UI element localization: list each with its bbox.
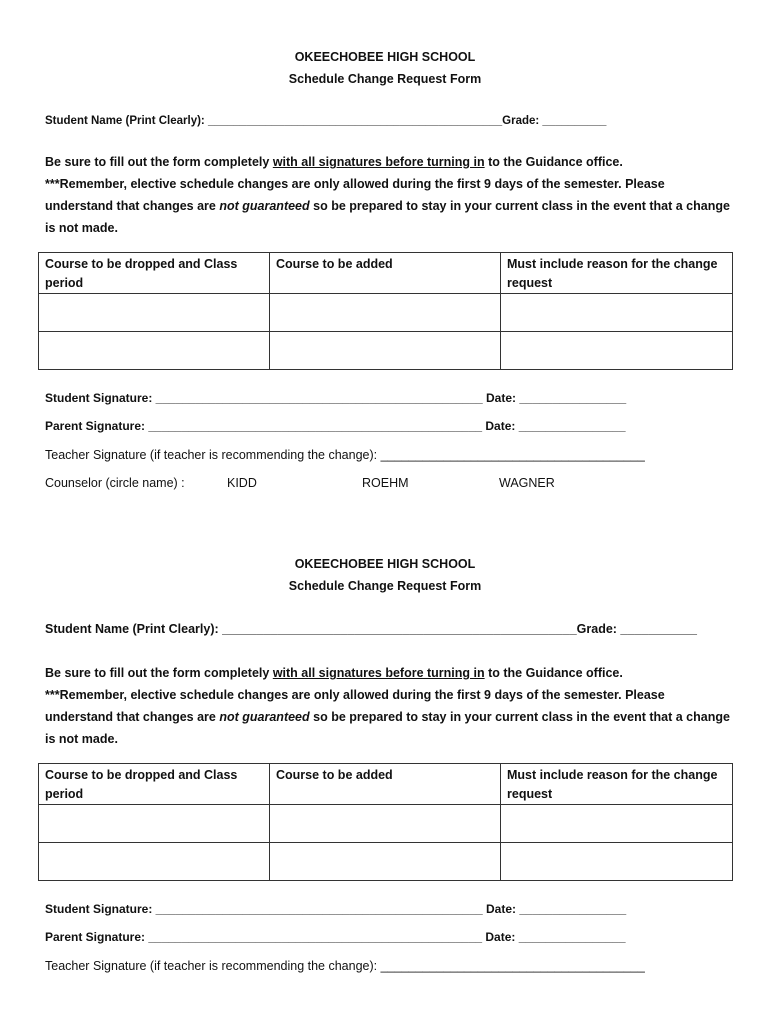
teacher-signature-field[interactable]: Teacher Signature (if teacher is recommending the change): ______________________________________ (45, 959, 645, 973)
counselor-option-roehm[interactable]: ROEHM (362, 476, 409, 490)
reminder-text: so be prepared to stay in your current class in the event that a change is not made. (45, 710, 730, 746)
instructions-text: Be sure to fill out the form completely (45, 666, 273, 680)
header-course-dropped: Course to be dropped and Class period (39, 253, 270, 294)
course-change-table (38, 763, 733, 881)
course-added-cell[interactable] (270, 805, 501, 843)
student-name-field[interactable]: Student Name (Print Clearly): ___________________________________________________Grade: ___________ (45, 622, 697, 636)
instructions-underlined: with all signatures before turning in (272, 666, 485, 680)
table-header-row (39, 764, 733, 805)
instructions-text: to the Guidance office. (484, 155, 623, 169)
course-added-cell[interactable] (270, 332, 501, 370)
course-dropped-cell[interactable] (39, 805, 270, 843)
header-reason: Must include reason for the change request (501, 764, 733, 805)
reminder-italic: not guaranteed (219, 710, 310, 724)
table-row (39, 332, 733, 370)
instructions (45, 662, 735, 750)
student-signature-field[interactable]: Student Signature: _________________________________________________ Date: ________________ (45, 902, 627, 916)
reminder-text: so be prepared to stay in your current class in the event that a change is not made. (45, 199, 730, 235)
table-header-row (39, 253, 733, 294)
student-signature-field[interactable]: Student Signature: _________________________________________________ Date: ________________ (45, 391, 627, 405)
parent-signature-field[interactable]: Parent Signature: __________________________________________________ Date: ________________ (45, 930, 626, 944)
instructions-underlined: with all signatures before turning in (272, 155, 485, 169)
school-name: OKEECHOBEE HIGH SCHOOL (294, 557, 476, 571)
teacher-signature-field[interactable]: Teacher Signature (if teacher is recommending the change): ______________________________________ (45, 448, 645, 462)
counselor-option-wagner[interactable]: WAGNER (499, 476, 555, 490)
counselor-label: Counselor (circle name) : (45, 476, 185, 490)
table-row (39, 294, 733, 332)
course-added-cell[interactable] (270, 294, 501, 332)
reminder-text: ***Remember, elective schedule changes are only allowed during the first 9 days of the semester. Please understand that changes are (45, 177, 665, 213)
table-row (39, 843, 733, 881)
header-course-dropped: Course to be dropped and Class period (39, 764, 270, 805)
counselor-option-kidd[interactable]: KIDD (227, 476, 257, 490)
form-title: Schedule Change Request Form (288, 579, 482, 593)
reason-cell[interactable] (501, 805, 733, 843)
reason-cell[interactable] (501, 332, 733, 370)
table-row (39, 805, 733, 843)
header-course-added: Course to be added (270, 253, 501, 294)
course-dropped-cell[interactable] (39, 294, 270, 332)
header-reason: Must include reason for the change request (501, 253, 733, 294)
student-name-field[interactable]: Student Name (Print Clearly): ______________________________________________Grade: __________ (45, 115, 607, 127)
reminder-text: ***Remember, elective schedule changes are only allowed during the first 9 days of the semester. Please understand that changes are (45, 688, 665, 724)
reason-cell[interactable] (501, 294, 733, 332)
reminder-italic: not guaranteed (219, 199, 310, 213)
reason-cell[interactable] (501, 843, 733, 881)
course-added-cell[interactable] (270, 843, 501, 881)
instructions-text: Be sure to fill out the form completely (45, 155, 273, 169)
course-change-table (38, 252, 733, 370)
course-dropped-cell[interactable] (39, 843, 270, 881)
form-title: Schedule Change Request Form (288, 72, 482, 86)
school-name: OKEECHOBEE HIGH SCHOOL (294, 50, 476, 64)
parent-signature-field[interactable]: Parent Signature: __________________________________________________ Date: ________________ (45, 419, 626, 433)
instructions-text: to the Guidance office. (484, 666, 623, 680)
course-dropped-cell[interactable] (39, 332, 270, 370)
instructions (45, 151, 735, 239)
header-course-added: Course to be added (270, 764, 501, 805)
